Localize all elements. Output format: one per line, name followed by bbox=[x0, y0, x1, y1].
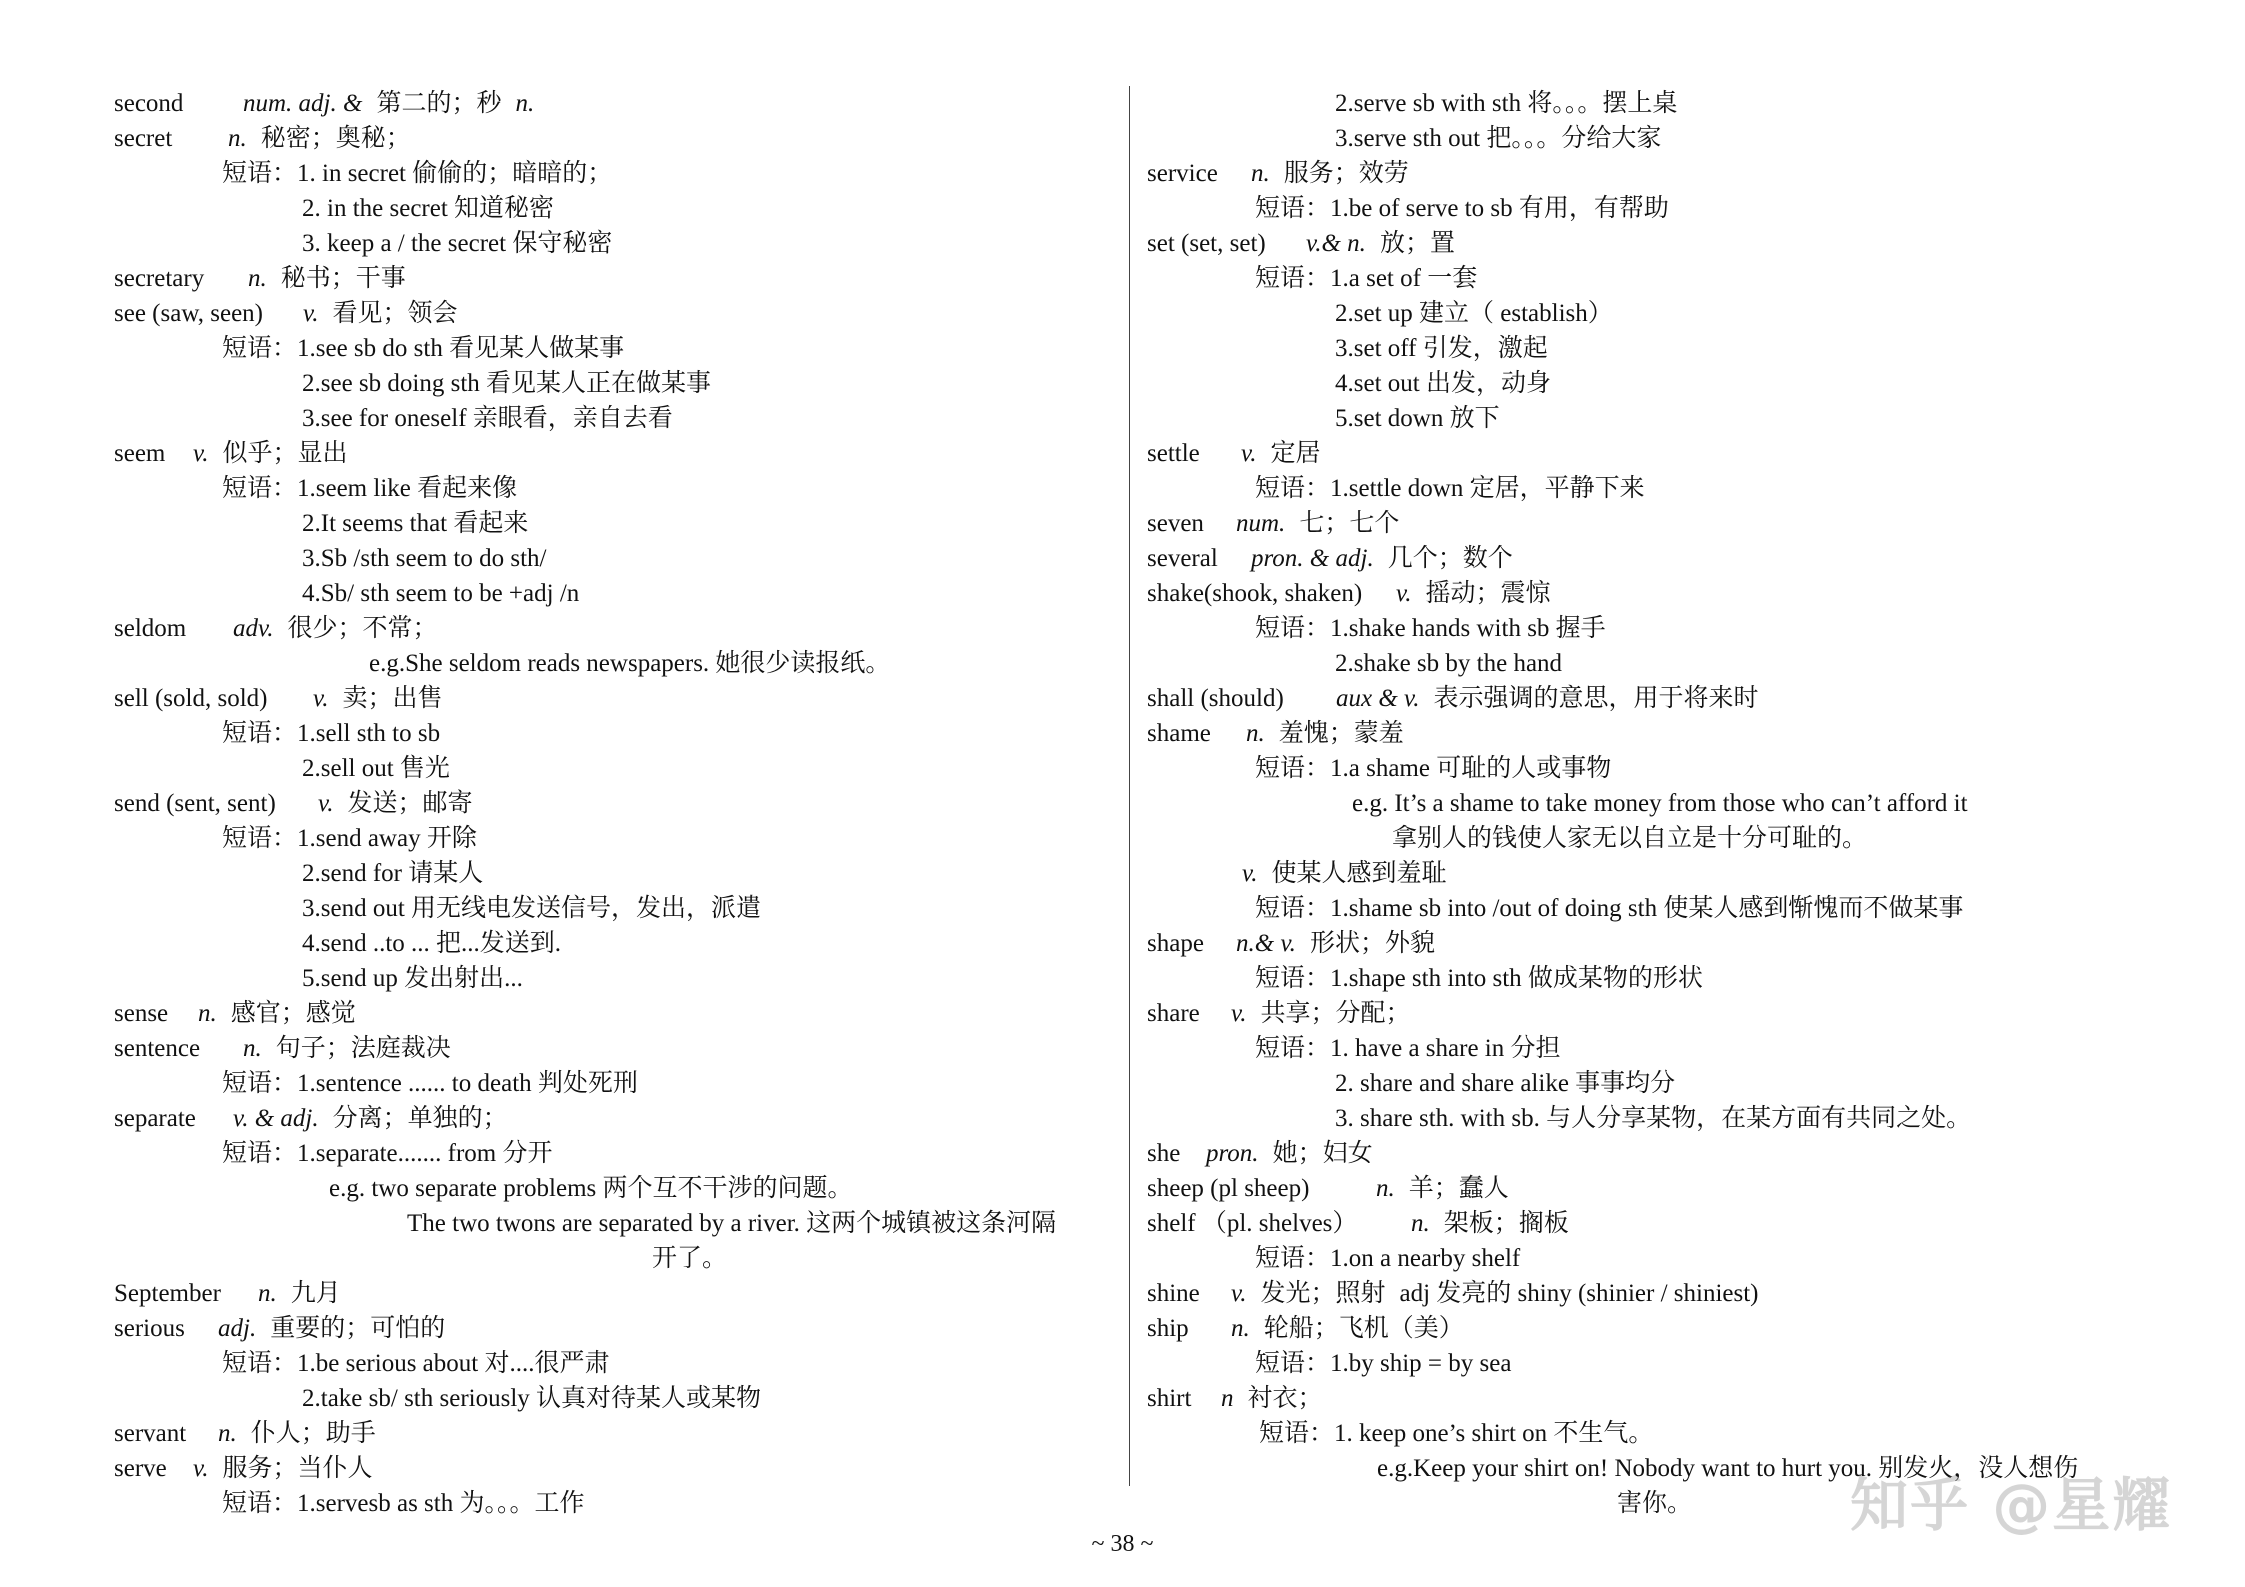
headword: shelf （pl. shelves） bbox=[1147, 1210, 1358, 1237]
entry-headline bbox=[114, 121, 1114, 156]
entry-line bbox=[114, 1486, 1114, 1521]
entry-text: 2.set up 建立（ establish） bbox=[1335, 300, 1613, 327]
column-divider bbox=[1129, 86, 1130, 1486]
entry-text: 摇动；震惊 bbox=[1425, 580, 1551, 607]
entry-text: 发送；邮寄 bbox=[347, 790, 473, 817]
part-of-speech: v. bbox=[1242, 860, 1258, 887]
part-of-speech: aux & v. bbox=[1336, 685, 1420, 712]
entry-text: 短语：1.see sb do sth 看见某人做某事 bbox=[222, 335, 625, 362]
entry-text: 3.serve sth out 把。。。分给大家 bbox=[1335, 125, 1662, 152]
entry-text: 羞愧；蒙羞 bbox=[1278, 720, 1404, 747]
entry-line bbox=[114, 226, 1114, 261]
entry-headline bbox=[114, 786, 1114, 821]
part-of-speech: pron. & adj. bbox=[1251, 545, 1374, 572]
part-of-speech: n. bbox=[1251, 160, 1270, 187]
entry-headline bbox=[114, 1031, 1114, 1066]
entry-headline bbox=[114, 681, 1114, 716]
entry-line bbox=[114, 1171, 1114, 1206]
part-of-speech: v. bbox=[193, 440, 209, 467]
entry-headline bbox=[1147, 996, 2207, 1031]
right-column bbox=[1147, 86, 2207, 1521]
entry-text: 七；七个 bbox=[1299, 510, 1400, 537]
watermark: 知乎 @星耀 bbox=[1850, 1471, 2173, 1539]
part-of-speech: n. bbox=[515, 90, 535, 117]
part-of-speech: n. bbox=[218, 1420, 237, 1447]
entry-text: 分离；单独的； bbox=[332, 1105, 508, 1132]
entry-headline bbox=[114, 261, 1114, 296]
entry-text: 仆人；助手 bbox=[250, 1420, 376, 1447]
entry-text: 3. keep a / the secret 保守秘密 bbox=[302, 230, 613, 257]
entry-text: 架板；搁板 bbox=[1443, 1210, 1569, 1237]
entry-headline bbox=[1147, 1381, 2207, 1416]
headword: service bbox=[1147, 160, 1218, 187]
entry-text: 短语：1.sentence ...... to death 判处死刑 bbox=[222, 1070, 638, 1097]
part-of-speech: v. bbox=[313, 685, 329, 712]
entry-text: e.g.She seldom reads newspapers. 她很少读报纸。 bbox=[369, 650, 891, 677]
part-of-speech: adj. bbox=[218, 1315, 257, 1342]
entry-line bbox=[1147, 261, 2207, 296]
entry-text: 2.shake sb by the hand bbox=[1335, 650, 1563, 677]
entry-headline bbox=[1147, 1311, 2207, 1346]
entry-text: 短语：1.seem like 看起来像 bbox=[222, 475, 518, 502]
entry-headline bbox=[114, 436, 1114, 471]
headword: separate bbox=[114, 1105, 196, 1132]
entry-line bbox=[1147, 1101, 2207, 1136]
part-of-speech: v. bbox=[303, 300, 319, 327]
part-of-speech: n. bbox=[1231, 1315, 1250, 1342]
entry-text: 共享；分配； bbox=[1260, 1000, 1411, 1027]
headword: seldom bbox=[114, 615, 187, 642]
entry-text: 3.send out 用无线电发送信号，发出，派遣 bbox=[302, 895, 762, 922]
headword: seven bbox=[1147, 510, 1204, 537]
entry-line bbox=[114, 716, 1114, 751]
entry-text: 短语：1.servesb as sth 为。。。工作 bbox=[222, 1490, 585, 1517]
entry-line bbox=[1147, 191, 2207, 226]
entry-text: The two twons are separated by a river. 这两个城镇被这条河隔 bbox=[407, 1210, 1057, 1237]
headword: settle bbox=[1147, 440, 1200, 467]
headword: shirt bbox=[1147, 1385, 1192, 1412]
entry-line bbox=[1147, 1031, 2207, 1066]
entry-headline bbox=[114, 1276, 1114, 1311]
headword: secret bbox=[114, 125, 173, 152]
headword: share bbox=[1147, 1000, 1200, 1027]
part-of-speech: v. & adj. bbox=[233, 1105, 319, 1132]
headword: see (saw, seen) bbox=[114, 300, 263, 327]
entry-line bbox=[114, 191, 1114, 226]
entry-text: 短语：1.shape sth into sth 做成某物的形状 bbox=[1255, 965, 1703, 992]
entry-headline bbox=[1147, 506, 2207, 541]
entry-text: 服务；当仆人 bbox=[222, 1455, 373, 1482]
entry-headline bbox=[114, 86, 1114, 121]
entry-line bbox=[1147, 471, 2207, 506]
entry-headline bbox=[1147, 156, 2207, 191]
headword: second bbox=[114, 90, 184, 117]
entry-headline bbox=[1147, 716, 2207, 751]
entry-text: 短语：1.by ship = by sea bbox=[1255, 1350, 1512, 1377]
entry-text: 九月 bbox=[290, 1280, 341, 1307]
entry-line bbox=[114, 1136, 1114, 1171]
part-of-speech: v. bbox=[1231, 1280, 1247, 1307]
part-of-speech: v. bbox=[1396, 580, 1412, 607]
entry-text: 似乎；显出 bbox=[222, 440, 348, 467]
entry-text: 4.send ..to ... 把...发送到. bbox=[302, 930, 562, 957]
entry-headline bbox=[1147, 541, 2207, 576]
entry-line bbox=[1147, 331, 2207, 366]
entry-headline bbox=[1147, 1171, 2207, 1206]
entry-line bbox=[114, 646, 1114, 681]
entry-text: 看见；领会 bbox=[332, 300, 458, 327]
entry-text: 2.take sb/ sth seriously 认真对待某人或某物 bbox=[302, 1385, 762, 1412]
entry-text: 定居 bbox=[1270, 440, 1321, 467]
headword: September bbox=[114, 1280, 221, 1307]
entry-text: 5.set down 放下 bbox=[1335, 405, 1500, 432]
entry-line bbox=[1147, 1066, 2207, 1101]
entry-text: 轮船；飞机（美） bbox=[1263, 1315, 1464, 1342]
headword: shame bbox=[1147, 720, 1211, 747]
entry-headline bbox=[1147, 1276, 2207, 1311]
headword: ship bbox=[1147, 1315, 1189, 1342]
left-column bbox=[114, 86, 1114, 1521]
entry-line bbox=[1147, 1416, 2207, 1451]
entry-line bbox=[114, 1241, 1114, 1276]
entry-text: 秘密；奥秘； bbox=[260, 125, 411, 152]
entry-text: 4.Sb/ sth seem to be +adj /n bbox=[302, 580, 580, 607]
part-of-speech: n.& v. bbox=[1236, 930, 1296, 957]
entry-line bbox=[114, 576, 1114, 611]
entry-text: adj 发亮的 shiny (shinier / shiniest) bbox=[1399, 1280, 1759, 1307]
entry-text: 短语：1.shake hands with sb 握手 bbox=[1255, 615, 1606, 642]
entry-headline bbox=[114, 1451, 1114, 1486]
entry-line bbox=[114, 891, 1114, 926]
entry-line bbox=[114, 856, 1114, 891]
entry-text: e.g. It’s a shame to take money from those who can’t afford it bbox=[1352, 790, 1968, 817]
entry-text: 发光；照射 bbox=[1260, 1280, 1386, 1307]
page-number: ~ 38 ~ bbox=[1091, 1531, 1154, 1557]
headword: serve bbox=[114, 1455, 167, 1482]
entry-text: e.g.Keep your shirt on! Nobody want to hurt you. 别发火，没人想伤 bbox=[1377, 1455, 2079, 1482]
entry-text: 2.sell out 售光 bbox=[302, 755, 450, 782]
entry-headline bbox=[114, 296, 1114, 331]
headword: secretary bbox=[114, 265, 205, 292]
entry-headline bbox=[114, 1101, 1114, 1136]
part-of-speech: v.& n. bbox=[1306, 230, 1366, 257]
entry-text: 短语：1.be serious about 对....很严肃 bbox=[222, 1350, 610, 1377]
entry-text: 短语：1.send away 开除 bbox=[222, 825, 477, 852]
headword: send (sent, sent) bbox=[114, 790, 276, 817]
entry-text: 3.set off 引发，激起 bbox=[1335, 335, 1548, 362]
entry-headline bbox=[1147, 681, 2207, 716]
entry-line bbox=[1147, 121, 2207, 156]
part-of-speech: pron. bbox=[1206, 1140, 1259, 1167]
entry-line bbox=[1147, 646, 2207, 681]
part-of-speech: num. bbox=[1236, 510, 1286, 537]
part-of-speech: n. bbox=[1376, 1175, 1395, 1202]
headword: sense bbox=[114, 1000, 169, 1027]
entry-headline bbox=[114, 611, 1114, 646]
part-of-speech: adv. bbox=[233, 615, 274, 642]
entry-text: 很少；不常； bbox=[287, 615, 438, 642]
entry-text: 5.send up 发出射出... bbox=[302, 965, 523, 992]
part-of-speech: n. bbox=[258, 1280, 277, 1307]
entry-line bbox=[1147, 86, 2207, 121]
entry-text: 短语：1.sell sth to sb bbox=[222, 720, 441, 747]
entry-text: 表示强调的意思，用于将来时 bbox=[1433, 685, 1759, 712]
part-of-speech: v. bbox=[1231, 1000, 1247, 1027]
entry-text: 短语：1.on a nearby shelf bbox=[1255, 1245, 1521, 1272]
part-of-speech: n. bbox=[198, 1000, 217, 1027]
headword: sentence bbox=[114, 1035, 201, 1062]
entry-line bbox=[1147, 611, 2207, 646]
entry-text: 衬衣； bbox=[1247, 1385, 1323, 1412]
entry-text: 短语：1.shame sb into /out of doing sth 使某人感到惭愧而不做某事 bbox=[1255, 895, 1964, 922]
entry-text: 开了。 bbox=[652, 1245, 728, 1272]
part-of-speech: n. bbox=[228, 125, 247, 152]
entry-headline bbox=[1147, 926, 2207, 961]
entry-text: 2.send for 请某人 bbox=[302, 860, 484, 887]
entry-headline bbox=[1147, 226, 2207, 261]
entry-line bbox=[1147, 1241, 2207, 1276]
entry-text: 她；妇女 bbox=[1272, 1140, 1373, 1167]
entry-line bbox=[1147, 856, 2207, 891]
headword: set (set, set) bbox=[1147, 230, 1266, 257]
headword: several bbox=[1147, 545, 1218, 572]
entry-text: 使某人感到羞耻 bbox=[1271, 860, 1447, 887]
entry-line bbox=[1147, 1346, 2207, 1381]
entry-text: 2. in the secret 知道秘密 bbox=[302, 195, 555, 222]
headword: sheep (pl sheep) bbox=[1147, 1175, 1310, 1202]
part-of-speech: v. bbox=[318, 790, 334, 817]
entry-headline bbox=[1147, 1136, 2207, 1171]
entry-text: 2.see sb doing sth 看见某人正在做某事 bbox=[302, 370, 712, 397]
entry-text: 形状；外貌 bbox=[1309, 930, 1435, 957]
entry-text: 3. share sth. with sb. 与人分享某物，在某方面有共同之处。 bbox=[1335, 1105, 1972, 1132]
headword: serious bbox=[114, 1315, 185, 1342]
part-of-speech: n. bbox=[248, 265, 267, 292]
entry-line bbox=[114, 471, 1114, 506]
headword: seem bbox=[114, 440, 166, 467]
entry-line bbox=[114, 961, 1114, 996]
entry-text: 4.set out 出发，动身 bbox=[1335, 370, 1551, 397]
entry-text: 3.see for oneself 亲眼看，亲自去看 bbox=[302, 405, 673, 432]
entry-line bbox=[114, 1346, 1114, 1381]
entry-line bbox=[114, 541, 1114, 576]
part-of-speech: n. bbox=[1411, 1210, 1430, 1237]
entry-text: 拿别人的钱使人家无以自立是十分可耻的。 bbox=[1392, 825, 1868, 852]
entry-text: 短语：1.a set of 一套 bbox=[1255, 265, 1478, 292]
entry-text: 短语：1.settle down 定居，平静下来 bbox=[1255, 475, 1645, 502]
entry-text: 第二的；秒 bbox=[376, 90, 502, 117]
entry-line bbox=[114, 1066, 1114, 1101]
entry-text: 句子；法庭裁决 bbox=[275, 1035, 451, 1062]
entry-text: 秘书；干事 bbox=[280, 265, 406, 292]
entry-text: 几个；数个 bbox=[1387, 545, 1513, 572]
headword: shape bbox=[1147, 930, 1204, 957]
headword: she bbox=[1147, 1140, 1181, 1167]
entry-line bbox=[114, 506, 1114, 541]
entry-headline bbox=[114, 996, 1114, 1031]
entry-line bbox=[1147, 751, 2207, 786]
entry-line bbox=[1147, 891, 2207, 926]
headword: servant bbox=[114, 1420, 187, 1447]
part-of-speech: v. bbox=[1241, 440, 1257, 467]
entry-text: e.g. two separate problems 两个互不干涉的问题。 bbox=[329, 1175, 853, 1202]
entry-text: 羊；蠢人 bbox=[1408, 1175, 1509, 1202]
entry-line bbox=[1147, 296, 2207, 331]
entry-text: 短语：1. in secret 偷偷的；暗暗的； bbox=[222, 160, 613, 187]
entry-text: 短语：1.separate....... from 分开 bbox=[222, 1140, 553, 1167]
entry-headline bbox=[114, 1311, 1114, 1346]
headword: shake(shook, shaken) bbox=[1147, 580, 1363, 607]
part-of-speech: num. adj. & bbox=[243, 90, 363, 117]
entry-line bbox=[1147, 366, 2207, 401]
entry-text: 2. share and share alike 事事均分 bbox=[1335, 1070, 1676, 1097]
entry-headline bbox=[1147, 1206, 2207, 1241]
entry-text: 短语：1. keep one’s shirt on 不生气。 bbox=[1259, 1420, 1654, 1447]
entry-line bbox=[114, 331, 1114, 366]
entry-text: 短语：1.a shame 可耻的人或事物 bbox=[1255, 755, 1612, 782]
entry-text: 放；置 bbox=[1379, 230, 1455, 257]
entry-text: 2.serve sb with sth 将。。。摆上桌 bbox=[1335, 90, 1678, 117]
part-of-speech: n bbox=[1221, 1385, 1234, 1412]
entry-text: 感官；感觉 bbox=[230, 1000, 356, 1027]
entry-text: 服务；效劳 bbox=[1283, 160, 1409, 187]
entry-line bbox=[114, 366, 1114, 401]
entry-line bbox=[114, 821, 1114, 856]
entry-line bbox=[114, 1206, 1114, 1241]
entry-line bbox=[114, 1381, 1114, 1416]
entry-text: 3.Sb /sth seem to do sth/ bbox=[302, 545, 547, 572]
entry-line bbox=[1147, 786, 2207, 821]
entry-line bbox=[1147, 821, 2207, 856]
entry-line bbox=[114, 156, 1114, 191]
part-of-speech: n. bbox=[243, 1035, 262, 1062]
entry-text: 2.It seems that 看起来 bbox=[302, 510, 529, 537]
part-of-speech: v. bbox=[193, 1455, 209, 1482]
entry-line bbox=[114, 751, 1114, 786]
entry-line bbox=[114, 401, 1114, 436]
part-of-speech: n. bbox=[1246, 720, 1265, 747]
entry-headline bbox=[1147, 576, 2207, 611]
entry-headline bbox=[1147, 436, 2207, 471]
entry-line bbox=[114, 926, 1114, 961]
headword: shine bbox=[1147, 1280, 1200, 1307]
entry-text: 害你。 bbox=[1617, 1490, 1693, 1517]
entry-headline bbox=[114, 1416, 1114, 1451]
headword: sell (sold, sold) bbox=[114, 685, 268, 712]
entry-text: 卖；出售 bbox=[342, 685, 443, 712]
entry-text: 短语：1. have a share in 分担 bbox=[1255, 1035, 1561, 1062]
headword: shall (should) bbox=[1147, 685, 1284, 712]
entry-text: 重要的；可怕的 bbox=[270, 1315, 446, 1342]
entry-line bbox=[1147, 961, 2207, 996]
entry-line bbox=[1147, 401, 2207, 436]
entry-text: 短语：1.be of serve to sb 有用，有帮助 bbox=[1255, 195, 1669, 222]
